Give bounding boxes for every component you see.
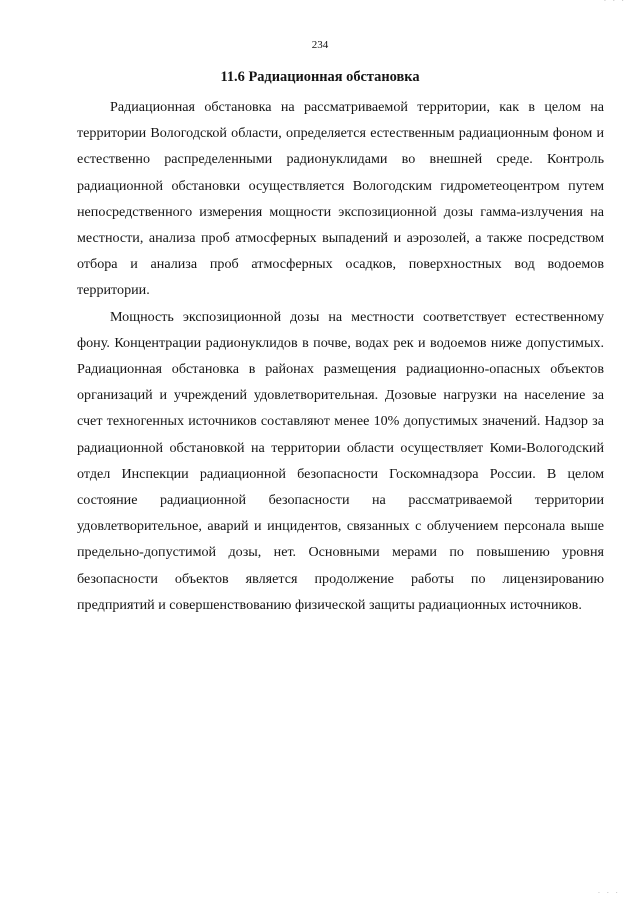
- scan-corner-mark-bottom: · · ·: [597, 888, 620, 897]
- section-heading: 11.6 Радиационная обстановка: [220, 69, 420, 85]
- body-text: [77, 94, 604, 618]
- page-number: 234: [311, 39, 329, 51]
- paragraph-radiation-monitoring: Радиационная обстановка на рассматриваемой территории, как в целом на территории Вологодской области, определяется естественным радиационным фоном и естественно распределенными радионуклидами во внешней среде. Контроль радиационной обстановки осуществляется Вологодским гидрометеоцентром путем непосредственного измерения мощности экспозиционной дозы гамма-излучения на местности, анализа проб атмосферных выпадений и аэрозолей, а также посредством отбора и анализа проб атмосферных осадков, поверхностных вод водоемов территории.: [77, 99, 604, 299]
- paragraph-radiation-safety: Мощность экспозиционной дозы на местности соответствует естественному фону. Концентрации радионуклидов в почве, водах рек и водоемов ниже допустимых. Радиационная обстановка в районах размещения радиационно-опасных объектов организаций и учреждений удовлетворительная. Дозовые нагрузки на население за счет техногенных источников составляют менее 10% допустимых значений. Надзор за радиационной обстановкой на территории области осуществляет Коми-Вологодский отдел Инспекции радиационной безопасности Госкомнадзора России. В целом состояние радиационной безопасности на рассматриваемой территории удовлетворительное, аварий и инцидентов, связанных с облучением персонала выше предельно-допустимой дозы, нет. Основными мерами по повышению уровня безопасности объектов является продолжение работы по лицензированию предприятий и совершенствованию физической защиты радиационных источников.: [77, 308, 604, 613]
- scan-corner-mark-top: · · ·: [603, 0, 626, 5]
